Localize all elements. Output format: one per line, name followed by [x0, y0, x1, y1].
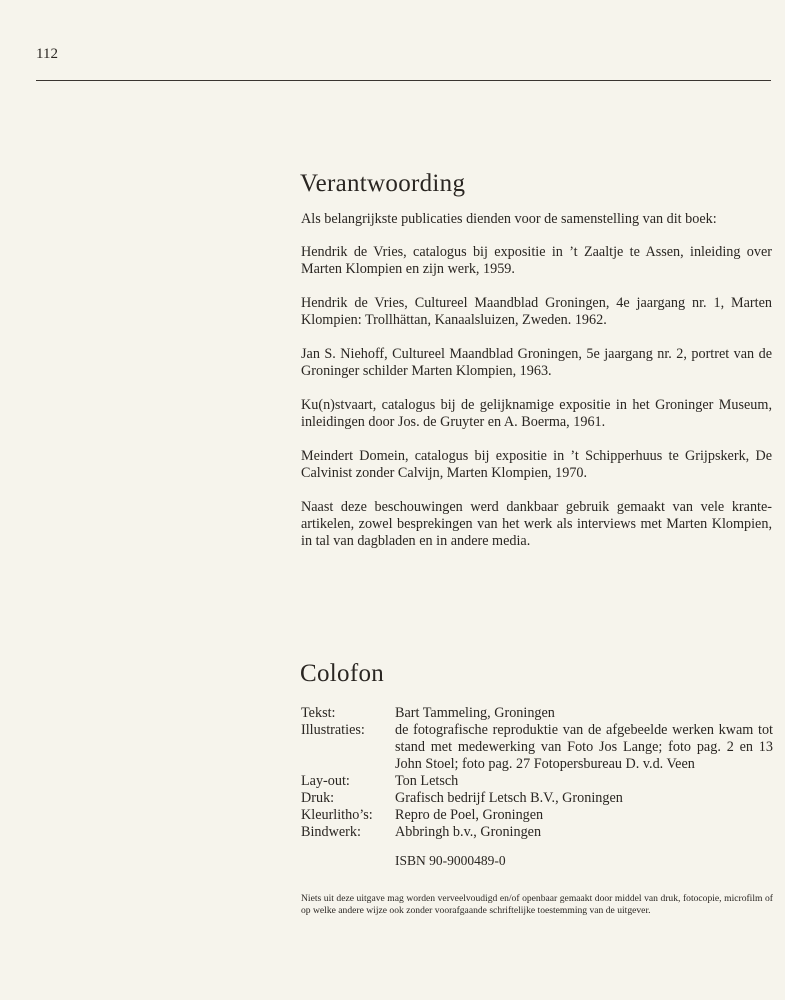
copyright-notice: Niets uit deze uitgave mag worden verveelvoudigd en/of openbaar gemaakt door middel van druk, fotocopie, microfilm of op welke andere wijze ook zonder voorafgaande schriftelijke toestemming van de uitgever. — [301, 893, 773, 916]
verantwoording-intro: Als belangrijkste publicaties dienden voor de samenstelling van dit boek: — [301, 211, 717, 227]
reference-item: Jan S. Niehoff, Cultureel Maandblad Groningen, 5e jaargang nr. 2, portret van de Groninger schilder Marten Klompien, 1963. — [301, 346, 772, 379]
colofon-row-druk — [301, 790, 773, 807]
isbn: ISBN 90-9000489-0 — [395, 853, 506, 868]
colofon-label: Illustraties: — [301, 722, 365, 738]
colofon-value: Ton Letsch — [395, 773, 459, 789]
page-number: 112 — [36, 46, 58, 62]
section-title-verantwoording: Verantwoording — [300, 170, 466, 197]
colofon-value: Repro de Poel, Groningen — [395, 807, 544, 823]
colofon-table — [301, 705, 773, 841]
colofon-value: de fotografische reproduktie van de afgebeelde werken kwam tot stand met medewerking van Foto Jos Lange; foto pag. 2 en 13 John Stoel; foto pag. 27 Fotopersbureau D. v.d. Veen — [395, 722, 773, 772]
colofon-row-tekst — [301, 705, 773, 722]
colofon-row-layout — [301, 773, 773, 790]
colofon-label: Lay-out: — [301, 773, 350, 789]
reference-item: Naast deze beschouwingen werd dankbaar gebruik gemaakt van vele krante-artikelen, zowel besprekingen van het werk als interviews met Marten Klompien, in tal van dagbladen en in andere media. — [301, 499, 772, 549]
reference-item: Hendrik de Vries, catalogus bij expositie in ’t Zaaltje te Assen, inleiding over Marten Klompien en zijn werk, 1959. — [301, 244, 772, 277]
reference-item: Meindert Domein, catalogus bij expositie in ’t Schipperhuus te Grijpskerk, De Calvinist zonder Calvijn, Marten Klompien, 1970. — [301, 448, 772, 481]
colofon-label: Tekst: — [301, 705, 336, 721]
colofon-row-illustraties — [301, 722, 773, 773]
colofon-value: Abbringh b.v., Groningen — [395, 824, 542, 840]
section-title-colofon: Colofon — [300, 660, 385, 687]
reference-item: Hendrik de Vries, Cultureel Maandblad Groningen, 4e jaargang nr. 1, Marten Klompien: Trollhättan, Kanaalsluizen, Zweden. 1962. — [301, 295, 772, 328]
colofon-label: Kleurlitho’s: — [301, 807, 373, 823]
colofon-row-kleurlithos — [301, 807, 773, 824]
reference-item: Ku(n)stvaart, catalogus bij de gelijknamige expositie in het Groninger Museum, inleidingen door Jos. de Gruyter en A. Boerma, 1961. — [301, 397, 772, 430]
colofon-value: Grafisch bedrijf Letsch B.V., Groningen — [395, 790, 623, 806]
colofon-row-bindwerk — [301, 824, 773, 841]
colofon-label: Druk: — [301, 790, 335, 806]
colofon-value: Bart Tammeling, Groningen — [395, 705, 555, 721]
colofon-label: Bindwerk: — [301, 824, 361, 840]
reference-list — [301, 244, 772, 567]
header-rule — [36, 80, 771, 81]
